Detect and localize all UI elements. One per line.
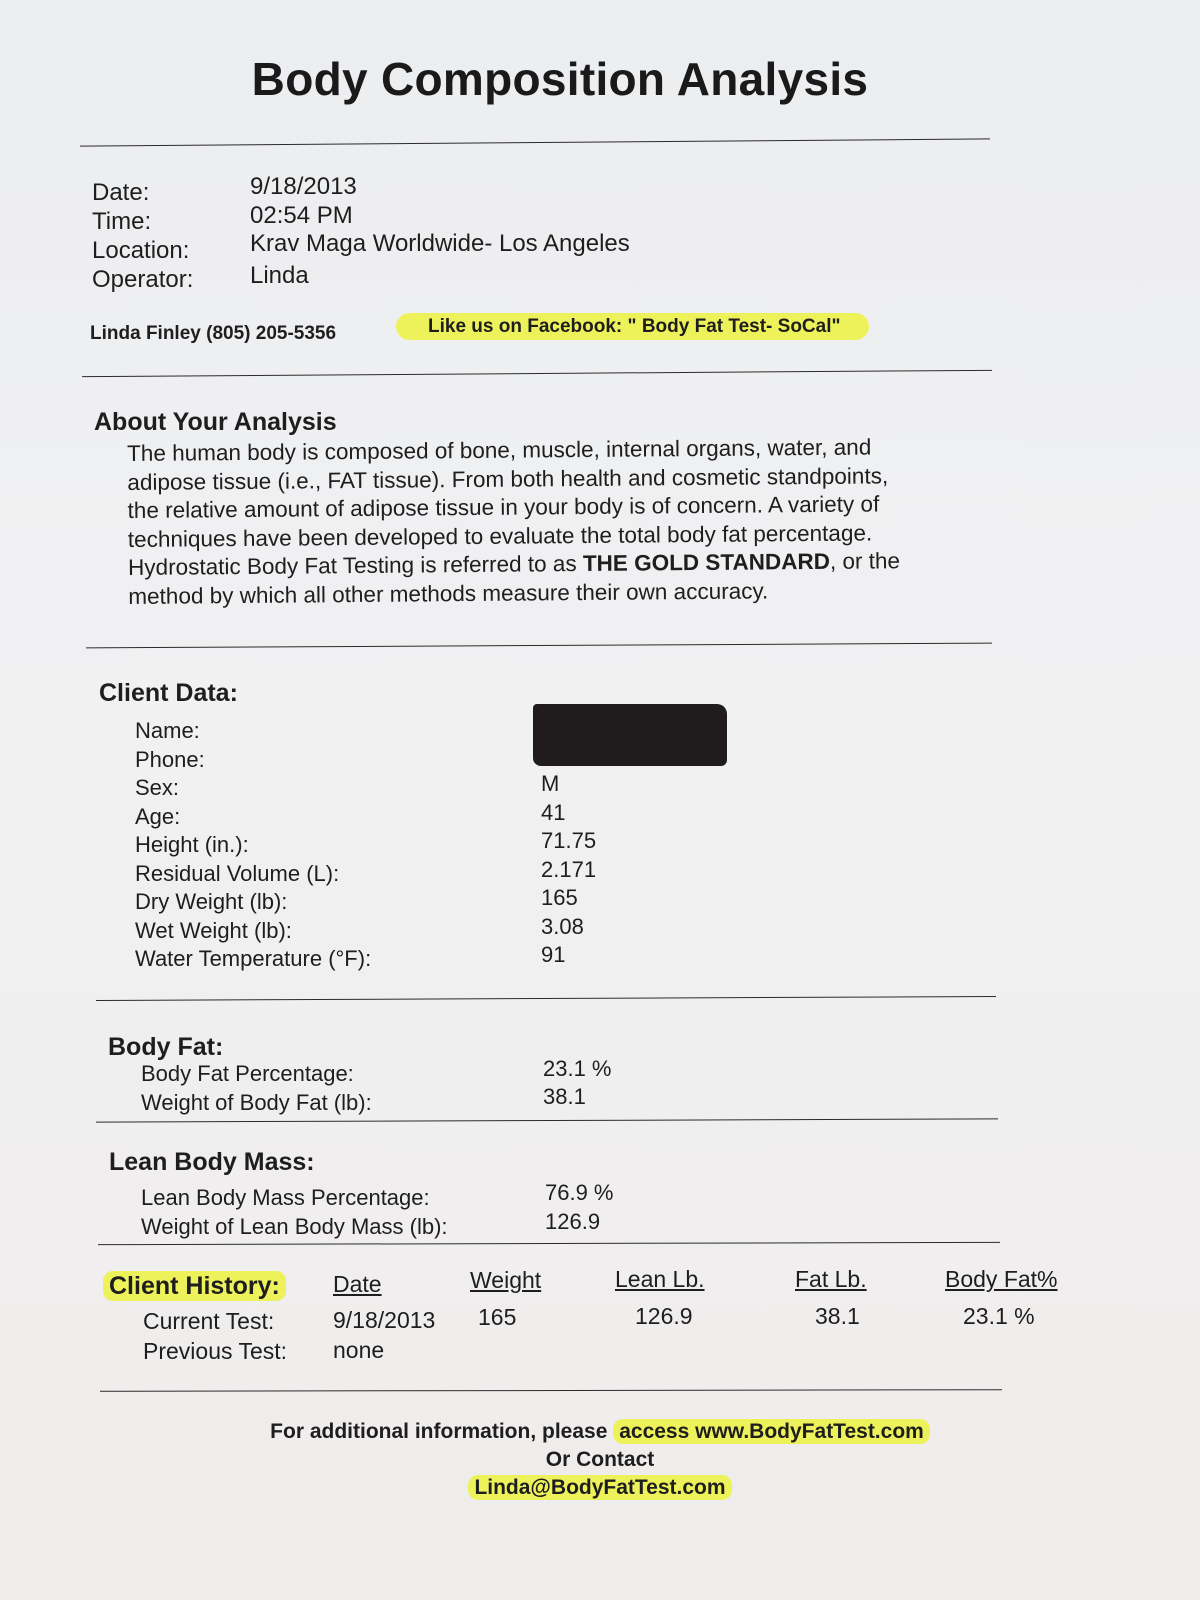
history-col-fat: Fat Lb. [795, 1266, 867, 1292]
history-col-date: Date [333, 1271, 382, 1297]
name-label: Name: [135, 718, 200, 743]
history-col-lean: Lean Lb. [615, 1266, 705, 1292]
client-data-heading: Client Data: [99, 679, 238, 707]
wet-weight-label: Wet Weight (lb): [135, 917, 292, 943]
residual-volume-label: Residual Volume (L): [135, 860, 340, 886]
height-value: 71.75 [541, 828, 597, 853]
about-text: Hydrostatic Body Fat Testing is referred to as [128, 551, 583, 580]
age-label: Age: [135, 803, 181, 829]
client-data-values [541, 770, 596, 970]
water-temperature-label: Water Temperature (°F): [135, 946, 372, 971]
gold-standard-text: THE GOLD STANDARD [582, 548, 831, 577]
dry-weight-value: 165 [541, 885, 578, 910]
divider [96, 996, 996, 1001]
age-value: 41 [541, 799, 566, 825]
divider [96, 1118, 998, 1122]
lean-mass-weight-label: Weight of Lean Body Mass (lb): [141, 1214, 448, 1239]
lean-mass-heading: Lean Body Mass: [109, 1148, 315, 1176]
contact-line: Linda Finley (805) 205-5356 [90, 323, 337, 344]
divider [100, 1389, 1002, 1392]
date-value: 9/18/2013 [250, 173, 357, 200]
previous-test-date: none [333, 1337, 385, 1363]
residual-volume-value: 2.171 [541, 856, 597, 882]
about-paragraph [127, 433, 900, 611]
divider [86, 643, 992, 649]
body-fat-heading: Body Fat: [108, 1033, 224, 1061]
about-text: , or the [829, 548, 901, 574]
about-line: The human body is composed of bone, muscle, internal organs, water, and [127, 434, 872, 466]
footer-line-3 [120, 1476, 1080, 1500]
current-test-label: Current Test: [143, 1308, 275, 1334]
divider [98, 1242, 1000, 1245]
location-label: Location: [92, 237, 190, 264]
operator-value: Linda [250, 262, 309, 289]
about-line: techniques have been developed to evaluate the total body fat percentage. [127, 520, 873, 552]
client-history-heading: Client History: [103, 1271, 286, 1301]
facebook-callout [396, 316, 869, 338]
water-temperature-value: 91 [541, 942, 566, 967]
body-fat-percentage-label: Body Fat Percentage: [141, 1061, 354, 1086]
footer-text: For additional information, please [270, 1420, 614, 1443]
redaction-block [533, 704, 727, 766]
height-label: Height (in.): [135, 832, 249, 857]
operator-label: Operator: [92, 266, 194, 293]
history-col-body-fat: Body Fat% [945, 1266, 1058, 1292]
body-fat-weight-value: 38.1 [543, 1084, 586, 1109]
client-data-labels [135, 717, 371, 974]
email-link[interactable]: Linda@BodyFatTest.com [468, 1475, 731, 1500]
footer-line-1 [120, 1420, 1080, 1444]
sex-value: M [541, 771, 560, 796]
about-line: adipose tissue (i.e., FAT tissue). From both health and cosmetic standpoints, [127, 462, 889, 495]
divider [80, 138, 990, 146]
previous-test-label: Previous Test: [143, 1338, 288, 1364]
lean-mass-percentage-label: Lean Body Mass Percentage: [141, 1185, 430, 1210]
about-line: the relative amount of adipose tissue in your body is of concern. A variety of [127, 491, 880, 523]
time-value: 02:54 PM [250, 202, 353, 229]
lean-mass-weight-value: 126.9 [545, 1209, 601, 1234]
current-test-date: 9/18/2013 [333, 1307, 436, 1333]
page-title: Body Composition Analysis [251, 53, 869, 105]
time-label: Time: [92, 208, 152, 235]
current-test-fat: 38.1 [815, 1303, 860, 1329]
date-label: Date: [92, 179, 150, 206]
facebook-text: Like us on Facebook: " Body Fat Test- SoCal" [396, 313, 869, 340]
phone-label: Phone: [135, 746, 205, 772]
location-value: Krav Maga Worldwide- Los Angeles [250, 230, 630, 257]
current-test-lean: 126.9 [635, 1303, 693, 1329]
divider [82, 370, 992, 377]
about-line: method by which all other methods measure their own accuracy. [128, 577, 769, 609]
website-link[interactable]: access www.BodyFatTest.com [613, 1419, 930, 1444]
wet-weight-value: 3.08 [541, 913, 584, 939]
sex-label: Sex: [135, 775, 180, 800]
body-fat-weight-label: Weight of Body Fat (lb): [141, 1090, 372, 1115]
client-history-callout [103, 1272, 286, 1301]
about-heading: About Your Analysis [94, 408, 337, 436]
footer-line-2: Or Contact [545, 1448, 655, 1471]
body-fat-percentage-value: 23.1 % [543, 1056, 612, 1081]
history-col-weight: Weight [470, 1267, 542, 1293]
lean-mass-percentage-value: 76.9 % [545, 1180, 614, 1205]
current-test-body-fat: 23.1 % [963, 1303, 1035, 1329]
dry-weight-label: Dry Weight (lb): [135, 889, 288, 914]
current-test-weight: 165 [478, 1304, 517, 1330]
